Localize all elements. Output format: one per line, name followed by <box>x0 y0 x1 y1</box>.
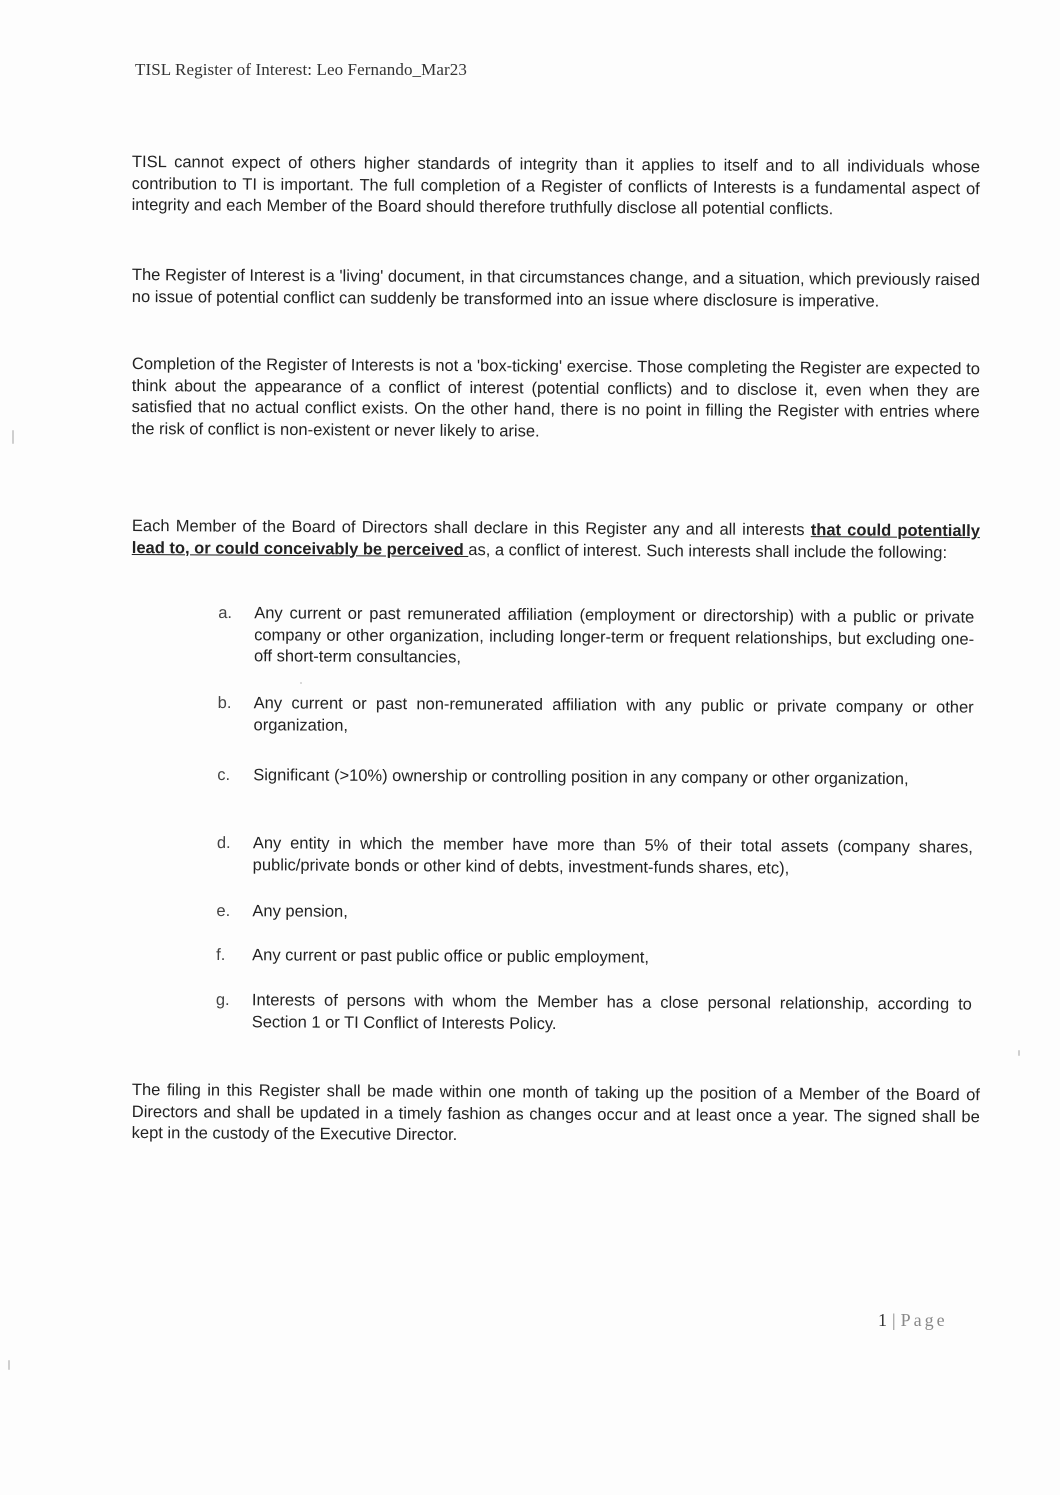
page-footer <box>878 1310 948 1331</box>
scan-speck <box>1018 1050 1020 1056</box>
list-item <box>216 990 972 1038</box>
intro-paragraph: TISL cannot expect of others higher standards of integrity than it applies to itself and to all individuals whose contribution to TI is important. The full completion of a Register of conflicts of Interests is a fundamental aspect of integrity and each Member of the Board should therefore truthfully disclose all potential conflicts. <box>131 152 980 219</box>
declaration-text-end: as, a conflict of interest. Such interests shall include the following: <box>468 540 948 562</box>
filing-paragraph: The filing in this Register shall be made within one month of taking up the position of a Member of the Board of Directors and shall be updated in a timely fashion as changes occur and at least once a year. The signed shall be kept in the custody of the Executive Director. <box>131 1081 980 1144</box>
list-item <box>218 603 974 672</box>
list-item <box>217 765 973 791</box>
document-title: TISL Register of Interest: Leo Fernando_Mar23 <box>135 60 467 79</box>
list-item-text: Significant (>10%) ownership or controlling position in any company or other organization, <box>253 766 909 789</box>
list-marker: b. <box>217 693 232 713</box>
declaration-text-start: Each Member of the Board of Directors shall declare in this Register any and all interests <box>131 517 811 540</box>
list-item-text: Any current or past remunerated affiliation (employment or directorship) with a public or private company or other organization, including longer-term or frequent relationships, but excluding one-off short-term consultancies, <box>253 604 975 667</box>
declaration-paragraph <box>132 516 980 564</box>
list-marker: c. <box>217 765 231 785</box>
scan-speck <box>8 1360 10 1370</box>
page-separator: | <box>892 1310 899 1330</box>
list-item <box>216 901 972 927</box>
list-item-text: Any current or past public office or public employment, <box>252 946 650 967</box>
list-item <box>218 693 974 741</box>
scan-speck <box>300 682 302 684</box>
list-item-text: Interests of persons with whom the Member has a close personal relationship, according to Section 1 or TI Conflict of Interests Policy. <box>251 991 972 1033</box>
page-label: Page <box>900 1310 948 1330</box>
list-item-text: Any current or past non-remunerated affiliation with any public or private company or other organization, <box>253 694 974 735</box>
list-marker: g. <box>215 990 230 1010</box>
list-marker: e. <box>216 901 231 921</box>
list-marker: a. <box>218 603 233 623</box>
list-item <box>217 833 973 881</box>
list-item-text: Any pension, <box>252 902 348 921</box>
list-marker: d. <box>216 833 231 853</box>
declaration-emphasis: that could potentially lead to, or could conceivably be perceived <box>131 521 980 559</box>
list-item-text: Any entity in which the member have more than 5% of their total assets (company shares, public/private bonds or other kind of debts, investment-funds shares, etc), <box>252 834 973 877</box>
list-marker: f. <box>216 945 226 965</box>
completion-paragraph: Completion of the Register of Interests is not a 'box-ticking' exercise. Those completing the Register are expected to think about the appearance of a conflict of interest (potential conflicts) and to disclose it, even when they are satisfied that no actual conflict exists. On the other hand, there is no point in filling the Register with entries where the risk of conflict is non-existent or never likely to arise. <box>131 354 980 440</box>
scan-speck <box>12 430 14 444</box>
page-number: 1 <box>878 1310 890 1330</box>
living-document-paragraph: The Register of Interest is a 'living' document, in that circumstances change, and a situation, which previously raised no issue of potential conflict can suddenly be transformed into an issue where disclosure is imperative. <box>131 265 980 311</box>
list-item <box>216 945 972 971</box>
